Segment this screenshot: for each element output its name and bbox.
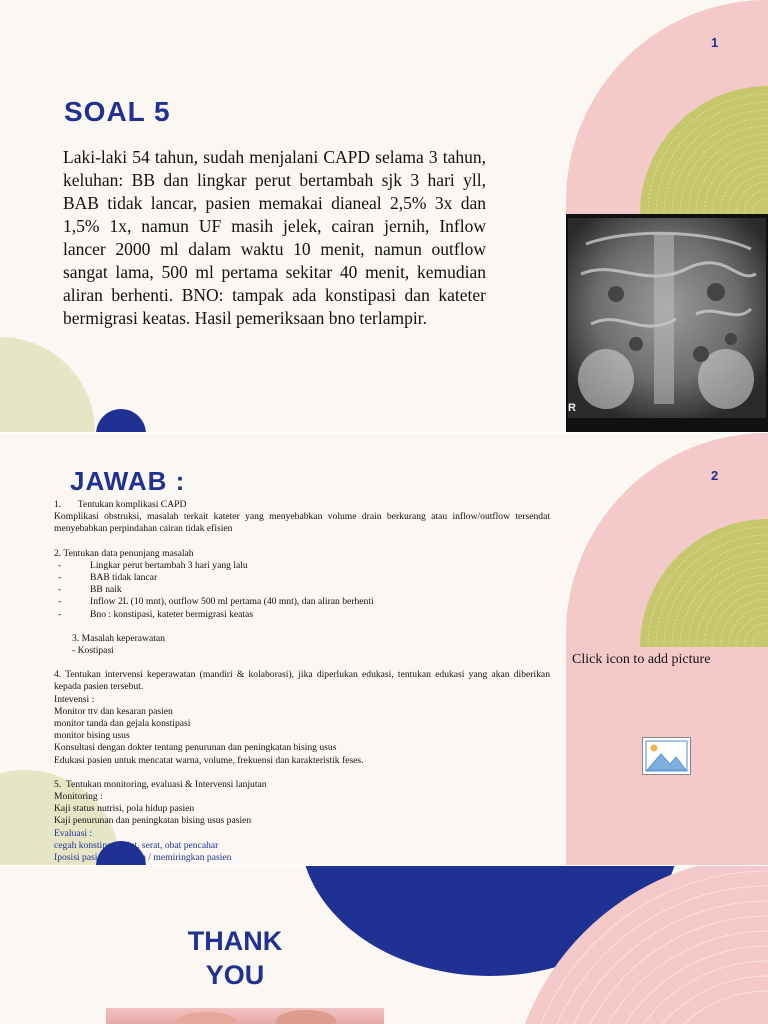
answer-4-line: Edukasi pasien untuk mencatat warna, volume, frekuensi dan karakteristik feses. bbox=[54, 754, 364, 766]
decor-sage-circle bbox=[0, 337, 95, 432]
list-item: - Inflow 2L (10 mnt), outflow 500 ml pertama (40 mnt), dan aliran berhenti bbox=[54, 596, 550, 608]
slide-title: SOAL 5 bbox=[64, 96, 171, 127]
answer-text bbox=[54, 499, 550, 864]
xray-image bbox=[566, 214, 768, 432]
list-item: - BB naik bbox=[54, 584, 550, 596]
answer-4-line: monitor tanda dan gejala konstipasi bbox=[54, 718, 191, 730]
slide-2 bbox=[0, 433, 768, 865]
question-1: 1. Tentukan komplikasi CAPD bbox=[54, 499, 187, 510]
question-3: 3. Masalah keperawatan bbox=[72, 632, 165, 644]
answer-1: Komplikasi obstruksi, masalah terkait kateter yang menyebabkan volume drain berkurang atau inflow/outflow tersendat menyebabkan perpindahan cairan tidak efisien bbox=[54, 511, 550, 535]
evaluation-line: cegah konstipasi: diet, serat, obat pencahar bbox=[54, 839, 219, 851]
thank-you-line-1: THANK bbox=[187, 926, 283, 956]
evaluation-line: Evaluasi : bbox=[54, 827, 93, 839]
evaluation-line: Iposisi pasien saat drain / memiringkan pasien bbox=[54, 852, 232, 864]
support-data-list bbox=[54, 560, 550, 621]
answer-3: - Kostipasi bbox=[72, 645, 114, 657]
case-paragraph: Laki-laki 54 tahun, sudah menjalani CAPD selama 3 tahun, keluhan: BB dan lingkar perut bertambah sjk 3 hari yll, BAB tidak lancar, pasien memakai dianeal 2,5% 3x dan 1,5% 1x, namun UF masih jelek, cairan jernih, Inflow lancer 2000 ml dalam waktu 10 menit, namun outflow sangat lama, 500 ml pertama sekitar 40 menit, kemudian aliran berhenti. BNO: tampak ada konstipasi dan kateter bermigrasi keatas. Hasil pemeriksaan bno terlampir. bbox=[63, 147, 486, 328]
decor-pink-rings bbox=[470, 866, 768, 1024]
answer-4-line: Intevensi : bbox=[54, 693, 95, 705]
decor-olive-rings bbox=[628, 84, 768, 214]
answer-5-line: Kaji penurunan dan peningkatan bising usus pasien bbox=[54, 815, 252, 827]
question-5: 5. Tentukan monitoring, evaluasi & Intervensi lanjutan bbox=[54, 778, 267, 790]
question-4: 4. Tentukan intervensi keperawatan (mandiri & kolaborasi), jika diperlukan edukasi, tentukan edukasi yang akan diberikan kepada pasien tersebut. bbox=[54, 669, 550, 693]
slide-1 bbox=[0, 0, 768, 432]
xray-marker: R bbox=[568, 402, 576, 414]
answer-5-line: Kaji status nutrisi, pola hidup pasien bbox=[54, 803, 195, 815]
answer-4-line: monitor bising usus bbox=[54, 730, 130, 742]
decor-navy-dot bbox=[96, 409, 146, 432]
slide-3 bbox=[0, 866, 768, 1024]
question-2: 2. Tentukan data penunjang masalah bbox=[54, 547, 194, 559]
list-item: - BAB tidak lancar bbox=[54, 572, 550, 584]
thank-you-line-2: YOU bbox=[205, 960, 265, 990]
decor-olive-rings bbox=[628, 519, 768, 647]
thank-you-title bbox=[130, 924, 340, 992]
add-picture-icon[interactable] bbox=[642, 737, 691, 775]
answer-4-line: Monitor ttv dan kesaran pasien bbox=[54, 705, 173, 717]
answer-4-line: Konsultasi dengan dokter tentang penurunan dan peningkatan bising usus bbox=[54, 742, 337, 754]
list-item: - Lingkar perut bertambah 3 hari yang lalu bbox=[54, 560, 550, 572]
answer-5-line: Monitoring : bbox=[54, 791, 103, 803]
slide-title: JAWAB : bbox=[70, 466, 186, 496]
list-item: - Bno : konstipasi, kateter bermigrasi keatas bbox=[54, 609, 550, 621]
photo-image bbox=[106, 1008, 384, 1024]
slide-number: 1 bbox=[711, 35, 719, 50]
slide-number: 2 bbox=[711, 468, 719, 483]
decor-pink-arch bbox=[566, 433, 768, 865]
add-picture-caption: Click icon to add picture bbox=[572, 652, 711, 667]
